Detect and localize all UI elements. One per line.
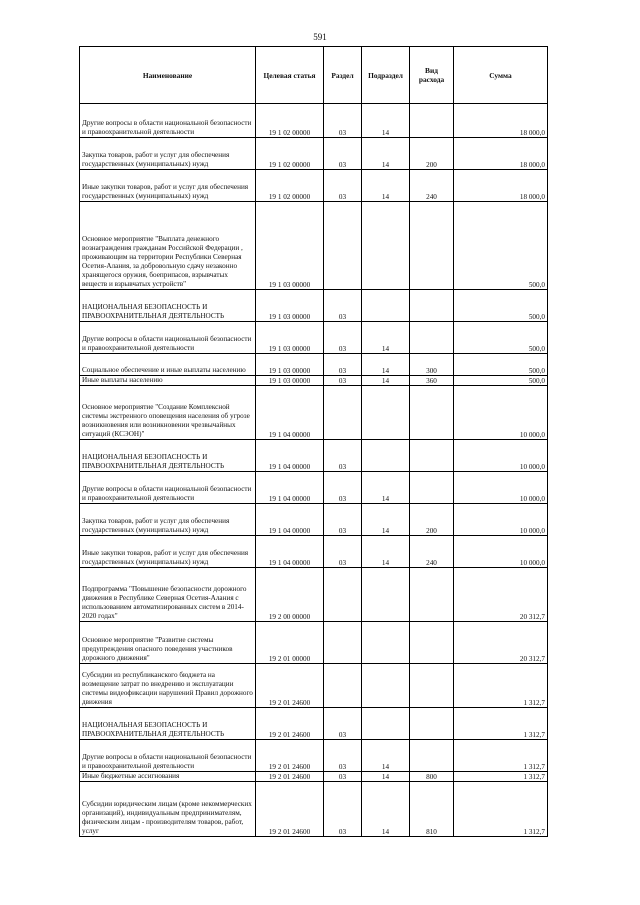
- row-amount: 1 312,7: [454, 740, 548, 772]
- header-expense-type: Вид расхода: [410, 47, 454, 104]
- row-expense-type: [410, 664, 454, 708]
- row-name: Иные закупки товаров, работ и услуг для обеспечения государственных (муниципальных) нужд: [80, 536, 256, 568]
- row-section: 03: [324, 782, 362, 837]
- table-row: [80, 138, 548, 170]
- row-target: 19 1 04 00000: [256, 472, 324, 504]
- table-row: [80, 376, 548, 386]
- row-amount: 500,0: [454, 202, 548, 290]
- row-amount: 10 000,0: [454, 386, 548, 440]
- row-expense-type: 300: [410, 354, 454, 376]
- row-expense-type: [410, 472, 454, 504]
- row-target: 19 2 01 24600: [256, 708, 324, 740]
- row-amount: 1 312,7: [454, 708, 548, 740]
- table-row: [80, 772, 548, 782]
- row-expense-type: [410, 104, 454, 138]
- row-subsection: [362, 664, 410, 708]
- row-amount: 18 000,0: [454, 138, 548, 170]
- row-amount: 500,0: [454, 354, 548, 376]
- table-row: [80, 708, 548, 740]
- row-subsection: 14: [362, 740, 410, 772]
- row-section: 03: [324, 472, 362, 504]
- table-row: [80, 472, 548, 504]
- row-target: 19 2 01 24600: [256, 782, 324, 837]
- row-name: Закупка товаров, работ и услуг для обеспечения государственных (муниципальных) нужд: [80, 138, 256, 170]
- row-target: 19 2 01 24600: [256, 664, 324, 708]
- row-section: 03: [324, 170, 362, 202]
- row-expense-type: 240: [410, 536, 454, 568]
- table-row: [80, 664, 548, 708]
- row-amount: 10 000,0: [454, 472, 548, 504]
- row-subsection: 14: [362, 782, 410, 837]
- row-name: Основное мероприятие "Выплата денежного вознаграждения гражданам Российской Федерации , проживающим на территории Республики Северная Осетия-Алания, за добровольную сдачу незаконно хранящегося оружия, боеприпасов, взрывчатых веществ и взрывчатых устройств": [80, 202, 256, 290]
- row-target: 19 1 03 00000: [256, 202, 324, 290]
- table-row: [80, 782, 548, 837]
- row-target: 19 1 03 00000: [256, 322, 324, 354]
- row-expense-type: [410, 322, 454, 354]
- row-amount: 1 312,7: [454, 664, 548, 708]
- row-amount: 18 000,0: [454, 170, 548, 202]
- row-name: Субсидии из республиканского бюджета на возмещение затрат по внедрению и эксплуатации системы видеофиксации нарушений Правил дорожного движения: [80, 664, 256, 708]
- row-expense-type: [410, 568, 454, 622]
- row-amount: 18 000,0: [454, 104, 548, 138]
- row-section: 03: [324, 322, 362, 354]
- row-target: 19 2 01 24600: [256, 740, 324, 772]
- row-expense-type: 810: [410, 782, 454, 837]
- budget-table: [79, 46, 548, 837]
- row-target: 19 1 03 00000: [256, 376, 324, 386]
- row-section: 03: [324, 772, 362, 782]
- row-expense-type: 800: [410, 772, 454, 782]
- row-amount: 10 000,0: [454, 504, 548, 536]
- row-section: 03: [324, 104, 362, 138]
- row-name: Другие вопросы в области национальной безопасности и правоохранительной деятельности: [80, 322, 256, 354]
- row-subsection: 14: [362, 504, 410, 536]
- header-subsection: Подраздел: [362, 47, 410, 104]
- row-expense-type: [410, 708, 454, 740]
- row-name: Другие вопросы в области национальной безопасности и правоохранительной деятельности: [80, 740, 256, 772]
- row-target: 19 1 04 00000: [256, 440, 324, 472]
- header-amount: Сумма: [454, 47, 548, 104]
- row-section: [324, 568, 362, 622]
- row-section: 03: [324, 536, 362, 568]
- row-name: Иные закупки товаров, работ и услуг для обеспечения государственных (муниципальных) нужд: [80, 170, 256, 202]
- row-expense-type: 200: [410, 138, 454, 170]
- row-expense-type: [410, 440, 454, 472]
- row-subsection: 14: [362, 354, 410, 376]
- row-amount: 500,0: [454, 376, 548, 386]
- row-section: 03: [324, 708, 362, 740]
- table-row: [80, 386, 548, 440]
- row-amount: 500,0: [454, 322, 548, 354]
- table-row: [80, 170, 548, 202]
- table-row: [80, 354, 548, 376]
- table-row: [80, 440, 548, 472]
- row-target: 19 1 02 00000: [256, 104, 324, 138]
- row-amount: 1 312,7: [454, 782, 548, 837]
- table-row: [80, 322, 548, 354]
- row-target: 19 1 04 00000: [256, 536, 324, 568]
- row-expense-type: [410, 202, 454, 290]
- table-header-row: [80, 47, 548, 104]
- row-name: НАЦИОНАЛЬНАЯ БЕЗОПАСНОСТЬ И ПРАВООХРАНИТЕЛЬНАЯ ДЕЯТЕЛЬНОСТЬ: [80, 708, 256, 740]
- row-section: 03: [324, 740, 362, 772]
- row-subsection: 14: [362, 376, 410, 386]
- row-subsection: [362, 202, 410, 290]
- row-target: 19 2 00 00000: [256, 568, 324, 622]
- header-section: Раздел: [324, 47, 362, 104]
- row-name: Социальное обеспечение и иные выплаты населению: [80, 354, 256, 376]
- row-section: 03: [324, 138, 362, 170]
- table-row: [80, 568, 548, 622]
- row-expense-type: [410, 622, 454, 664]
- row-amount: 20 312,7: [454, 622, 548, 664]
- row-subsection: 14: [362, 472, 410, 504]
- row-name: НАЦИОНАЛЬНАЯ БЕЗОПАСНОСТЬ И ПРАВООХРАНИТЕЛЬНАЯ ДЕЯТЕЛЬНОСТЬ: [80, 290, 256, 322]
- row-amount: 20 312,7: [454, 568, 548, 622]
- row-target: 19 1 03 00000: [256, 290, 324, 322]
- row-subsection: 14: [362, 536, 410, 568]
- row-section: [324, 664, 362, 708]
- header-name: Наименование: [80, 47, 256, 104]
- row-subsection: [362, 568, 410, 622]
- row-target: 19 1 04 00000: [256, 386, 324, 440]
- row-name: Другие вопросы в области национальной безопасности и правоохранительной деятельности: [80, 472, 256, 504]
- row-name: Основное мероприятие "Развитие системы предупреждения опасного поведения участников дорожного движения": [80, 622, 256, 664]
- row-subsection: 14: [362, 772, 410, 782]
- header-target: Целевая статья: [256, 47, 324, 104]
- row-expense-type: [410, 386, 454, 440]
- table-row: [80, 536, 548, 568]
- row-expense-type: 200: [410, 504, 454, 536]
- row-name: Подпрограмма "Повышение безопасности дорожного движения в Республике Северная Осетия-Алания с использованием автоматизированных систем в 2014-2020 годах": [80, 568, 256, 622]
- row-subsection: [362, 440, 410, 472]
- row-subsection: [362, 386, 410, 440]
- row-expense-type: 360: [410, 376, 454, 386]
- row-section: 03: [324, 290, 362, 322]
- page-number: 591: [313, 32, 327, 42]
- row-name: Закупка товаров, работ и услуг для обеспечения государственных (муниципальных) нужд: [80, 504, 256, 536]
- table-row: [80, 202, 548, 290]
- table-row: [80, 104, 548, 138]
- row-subsection: 14: [362, 104, 410, 138]
- row-name: Иные выплаты населению: [80, 376, 256, 386]
- row-subsection: [362, 622, 410, 664]
- row-target: 19 1 02 00000: [256, 170, 324, 202]
- row-target: 19 1 04 00000: [256, 504, 324, 536]
- table-row: [80, 504, 548, 536]
- row-name: Другие вопросы в области национальной безопасности и правоохранительной деятельности: [80, 104, 256, 138]
- row-expense-type: 240: [410, 170, 454, 202]
- row-target: 19 1 03 00000: [256, 354, 324, 376]
- row-target: 19 2 01 24600: [256, 772, 324, 782]
- row-amount: 1 312,7: [454, 772, 548, 782]
- row-name: Субсидии юридическим лицам (кроме некоммерческих организаций), индивидуальным предпринимателям, физическим лицам - производителям товаров, работ, услуг: [80, 782, 256, 837]
- row-expense-type: [410, 290, 454, 322]
- row-section: 03: [324, 376, 362, 386]
- row-section: 03: [324, 354, 362, 376]
- row-target: 19 2 01 00000: [256, 622, 324, 664]
- row-target: 19 1 02 00000: [256, 138, 324, 170]
- table-row: [80, 290, 548, 322]
- row-subsection: [362, 290, 410, 322]
- row-amount: 10 000,0: [454, 536, 548, 568]
- row-name: НАЦИОНАЛЬНАЯ БЕЗОПАСНОСТЬ И ПРАВООХРАНИТЕЛЬНАЯ ДЕЯТЕЛЬНОСТЬ: [80, 440, 256, 472]
- row-subsection: 14: [362, 170, 410, 202]
- row-section: [324, 622, 362, 664]
- table-row: [80, 740, 548, 772]
- table-row: [80, 622, 548, 664]
- row-expense-type: [410, 740, 454, 772]
- row-subsection: 14: [362, 138, 410, 170]
- row-name: Иные бюджетные ассигнования: [80, 772, 256, 782]
- row-subsection: [362, 708, 410, 740]
- row-name: Основное мероприятие "Создание Комплексной системы экстренного оповещения населения об угрозе возникновения или возникновении чрезвычайных ситуаций (КСЭОН)": [80, 386, 256, 440]
- row-subsection: 14: [362, 322, 410, 354]
- row-amount: 10 000,0: [454, 440, 548, 472]
- row-section: 03: [324, 440, 362, 472]
- row-section: [324, 386, 362, 440]
- row-section: [324, 202, 362, 290]
- row-amount: 500,0: [454, 290, 548, 322]
- row-section: 03: [324, 504, 362, 536]
